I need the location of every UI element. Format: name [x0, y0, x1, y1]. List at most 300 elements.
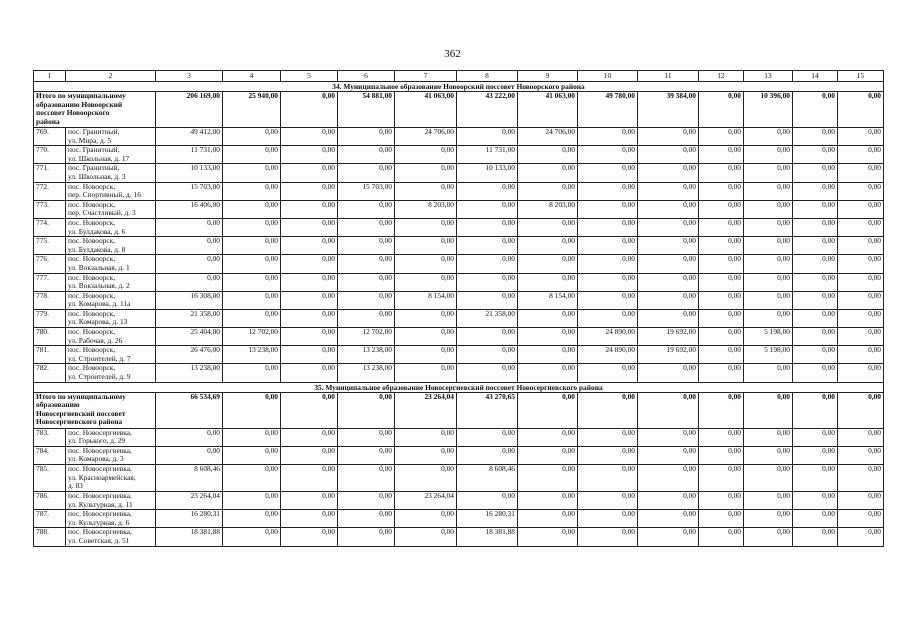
page-number: 362	[444, 48, 461, 60]
value-cell: 0,00	[338, 237, 395, 255]
value-cell: 0,00	[699, 200, 744, 218]
cell-text-line: Новосергиевского района	[36, 417, 123, 427]
value-cell: 0,00	[457, 200, 518, 218]
value-cell: 0,00	[156, 237, 223, 255]
value-cell: 0,00	[793, 291, 838, 309]
value-cell: 0,00	[395, 446, 457, 464]
value-cell: 0,00	[281, 273, 338, 291]
value-cell: 0,00	[744, 528, 793, 546]
value-cell: 0,00	[281, 237, 338, 255]
value-cell: 8 608,46	[457, 465, 518, 492]
value-cell: 8 154,00	[518, 291, 578, 309]
value-cell: 0,00	[838, 182, 884, 200]
cell-text-line: пос. Новосергиевка,	[68, 527, 132, 537]
header-cell: 1	[34, 71, 66, 82]
value-cell: 24 890,00	[578, 346, 638, 364]
total-value-cell: 0,00	[281, 392, 338, 428]
row-number: 781.	[34, 346, 66, 364]
value-cell: 16 308,00	[156, 291, 223, 309]
value-cell: 0,00	[578, 128, 638, 146]
cell-text-line: Новосергиевский поссовет	[36, 408, 126, 418]
row-number: 780.	[34, 328, 66, 346]
value-cell: 0,00	[838, 237, 884, 255]
value-cell: 0,00	[338, 510, 395, 528]
address-cell	[66, 428, 156, 446]
value-cell: 0,00	[223, 273, 281, 291]
row-number: 771.	[34, 164, 66, 182]
value-cell: 0,00	[793, 465, 838, 492]
value-cell: 0,00	[281, 328, 338, 346]
total-value-cell: 0,00	[281, 92, 338, 128]
value-cell: 0,00	[838, 492, 884, 510]
value-cell: 0,00	[638, 428, 699, 446]
value-cell: 0,00	[578, 218, 638, 236]
value-cell: 0,00	[793, 164, 838, 182]
value-cell: 0,00	[578, 291, 638, 309]
data-table	[33, 70, 884, 547]
cell-text-line: ул. Красноармейская,	[68, 472, 136, 482]
value-cell: 0,00	[638, 291, 699, 309]
row-number: 785.	[34, 465, 66, 492]
value-cell: 0,00	[578, 255, 638, 273]
section-title: 35. Муниципальное образование Новосергиевский поссовет Новосергиевского района	[34, 382, 884, 392]
value-cell: 0,00	[838, 273, 884, 291]
header-cell: 13	[744, 71, 793, 82]
value-cell: 0,00	[223, 446, 281, 464]
row-number: 784.	[34, 446, 66, 464]
value-cell: 5 198,00	[744, 346, 793, 364]
value-cell: 0,00	[395, 255, 457, 273]
table-row	[34, 128, 884, 146]
value-cell: 0,00	[838, 364, 884, 382]
value-cell: 0,00	[223, 528, 281, 546]
value-cell: 16 280,31	[156, 510, 223, 528]
value-cell: 15 703,00	[338, 182, 395, 200]
value-cell: 0,00	[793, 364, 838, 382]
value-cell: 0,00	[699, 273, 744, 291]
value-cell: 0,00	[744, 273, 793, 291]
value-cell: 0,00	[457, 364, 518, 382]
value-cell: 0,00	[281, 364, 338, 382]
value-cell: 8 154,00	[395, 291, 457, 309]
value-cell: 5 198,00	[744, 328, 793, 346]
value-cell: 0,00	[578, 164, 638, 182]
value-cell: 0,00	[395, 146, 457, 164]
value-cell: 13 238,00	[338, 346, 395, 364]
address-cell	[66, 291, 156, 309]
value-cell: 0,00	[223, 182, 281, 200]
header-cell: 7	[395, 71, 457, 82]
total-value-cell: 0,00	[699, 92, 744, 128]
value-cell: 0,00	[156, 218, 223, 236]
row-number: 782.	[34, 364, 66, 382]
header-cell: 12	[699, 71, 744, 82]
address-cell	[66, 182, 156, 200]
value-cell: 0,00	[338, 146, 395, 164]
value-cell: 15 703,00	[156, 182, 223, 200]
table-row	[34, 428, 884, 446]
value-cell: 0,00	[699, 218, 744, 236]
value-cell: 0,00	[395, 309, 457, 327]
value-cell: 0,00	[699, 492, 744, 510]
address-cell	[66, 528, 156, 546]
value-cell: 0,00	[518, 528, 578, 546]
cell-text-line: ул. Строителей, д. 7	[68, 353, 131, 363]
row-number: 772.	[34, 182, 66, 200]
value-cell: 19 692,00	[638, 328, 699, 346]
value-cell: 0,00	[223, 465, 281, 492]
value-cell: 0,00	[838, 528, 884, 546]
value-cell: 0,00	[699, 164, 744, 182]
value-cell: 0,00	[578, 146, 638, 164]
row-number: 788.	[34, 528, 66, 546]
value-cell: 0,00	[699, 128, 744, 146]
row-number: 774.	[34, 218, 66, 236]
value-cell: 0,00	[793, 328, 838, 346]
cell-text-line: ул. Культурная, д. 11	[68, 499, 133, 509]
value-cell: 0,00	[744, 164, 793, 182]
value-cell: 0,00	[699, 428, 744, 446]
value-cell: 21 358,00	[457, 309, 518, 327]
value-cell: 0,00	[744, 510, 793, 528]
value-cell: 0,00	[838, 465, 884, 492]
value-cell: 0,00	[638, 218, 699, 236]
total-value-cell: 23 264,04	[395, 392, 457, 428]
value-cell: 0,00	[457, 428, 518, 446]
header-cell: 4	[223, 71, 281, 82]
cell-text-line: пос. Гранитный,	[68, 163, 120, 173]
total-value-cell: 43 222,00	[457, 92, 518, 128]
value-cell: 21 358,00	[156, 309, 223, 327]
value-cell: 0,00	[699, 146, 744, 164]
value-cell: 0,00	[638, 492, 699, 510]
cell-text-line: поссовет Новоорского	[36, 108, 110, 118]
value-cell: 0,00	[744, 255, 793, 273]
table-row	[34, 146, 884, 164]
value-cell: 0,00	[578, 182, 638, 200]
value-cell: 0,00	[338, 128, 395, 146]
table-row	[34, 510, 884, 528]
value-cell: 0,00	[793, 146, 838, 164]
value-cell: 0,00	[744, 200, 793, 218]
value-cell: 0,00	[638, 200, 699, 218]
cell-text-line: пос. Новосергиевка,	[68, 428, 132, 437]
value-cell: 0,00	[223, 428, 281, 446]
header-cell: 9	[518, 71, 578, 82]
value-cell: 0,00	[395, 364, 457, 382]
value-cell: 0,00	[638, 510, 699, 528]
value-cell: 0,00	[699, 346, 744, 364]
value-cell: 49 412,00	[156, 128, 223, 146]
table-row	[34, 328, 884, 346]
cell-text-line: ул. Комарова, д. 3	[68, 454, 124, 464]
row-number: 783.	[34, 428, 66, 446]
value-cell: 0,00	[457, 255, 518, 273]
address-cell	[66, 218, 156, 236]
value-cell: 0,00	[744, 465, 793, 492]
value-cell: 16 280,31	[457, 510, 518, 528]
value-cell: 0,00	[838, 291, 884, 309]
value-cell: 0,00	[281, 465, 338, 492]
cell-text-line: ул. Строителей, д. 9	[68, 372, 131, 382]
value-cell: 8 203,00	[395, 200, 457, 218]
value-cell: 0,00	[838, 218, 884, 236]
row-number: 786.	[34, 492, 66, 510]
row-number: 773.	[34, 200, 66, 218]
table-body	[34, 71, 884, 547]
cell-text-line: пос. Новоорск,	[68, 363, 116, 373]
value-cell: 0,00	[338, 218, 395, 236]
value-cell: 0,00	[793, 255, 838, 273]
total-value-cell: 66 534,69	[156, 392, 223, 428]
value-cell: 0,00	[699, 309, 744, 327]
value-cell: 24 706,00	[518, 128, 578, 146]
value-cell: 18 381,88	[156, 528, 223, 546]
value-cell: 0,00	[838, 346, 884, 364]
value-cell: 0,00	[395, 510, 457, 528]
value-cell: 0,00	[838, 309, 884, 327]
value-cell: 0,00	[281, 309, 338, 327]
value-cell: 0,00	[395, 428, 457, 446]
value-cell: 0,00	[518, 146, 578, 164]
header-cell: 3	[156, 71, 223, 82]
table-row	[34, 255, 884, 273]
cell-text-line: Итого по муниципальному	[36, 91, 126, 100]
total-value-cell: 39 384,00	[638, 92, 699, 128]
value-cell: 0,00	[578, 273, 638, 291]
header-cell: 11	[638, 71, 699, 82]
value-cell: 0,00	[457, 128, 518, 146]
value-cell: 0,00	[223, 200, 281, 218]
cell-text-line: пер. Счастливый, д. 3	[68, 208, 136, 218]
value-cell: 0,00	[281, 146, 338, 164]
value-cell: 0,00	[744, 237, 793, 255]
value-cell: 0,00	[578, 510, 638, 528]
total-row	[34, 392, 884, 428]
value-cell: 0,00	[699, 237, 744, 255]
value-cell: 0,00	[744, 309, 793, 327]
value-cell: 0,00	[281, 218, 338, 236]
value-cell: 13 238,00	[338, 364, 395, 382]
total-value-cell: 25 940,00	[223, 92, 281, 128]
header-row	[34, 71, 884, 82]
value-cell: 0,00	[638, 164, 699, 182]
value-cell: 0,00	[395, 328, 457, 346]
value-cell: 8 608,46	[156, 465, 223, 492]
cell-text-line: пос. Новоорск,	[68, 254, 116, 264]
value-cell: 0,00	[518, 255, 578, 273]
total-label	[34, 392, 156, 428]
value-cell: 0,00	[281, 346, 338, 364]
table-row	[34, 465, 884, 492]
value-cell: 0,00	[793, 510, 838, 528]
total-value-cell: 0,00	[638, 392, 699, 428]
section-title-row	[34, 82, 884, 92]
cell-text-line: образованию	[36, 400, 80, 410]
value-cell: 0,00	[578, 465, 638, 492]
value-cell: 0,00	[338, 465, 395, 492]
value-cell: 0,00	[518, 465, 578, 492]
address-cell	[66, 200, 156, 218]
total-value-cell: 10 396,00	[744, 92, 793, 128]
value-cell: 0,00	[223, 218, 281, 236]
value-cell: 0,00	[699, 291, 744, 309]
value-cell: 0,00	[518, 273, 578, 291]
value-cell: 23 264,04	[395, 492, 457, 510]
value-cell: 0,00	[281, 428, 338, 446]
cell-text-line: ул. Рабочая, д. 26	[68, 335, 123, 345]
cell-text-line: пос. Новоорск,	[68, 291, 116, 300]
value-cell: 0,00	[223, 237, 281, 255]
value-cell: 0,00	[638, 273, 699, 291]
value-cell: 11 731,00	[457, 146, 518, 164]
cell-text-line: ул. Советская, д. 51	[68, 535, 130, 545]
total-label	[34, 92, 156, 128]
total-value-cell: 41 063,00	[395, 92, 457, 128]
value-cell: 0,00	[699, 446, 744, 464]
total-value-cell: 0,00	[838, 392, 884, 428]
value-cell: 0,00	[744, 364, 793, 382]
table-row	[34, 446, 884, 464]
value-cell: 10 133,00	[457, 164, 518, 182]
table-row	[34, 273, 884, 291]
value-cell: 0,00	[338, 309, 395, 327]
table-row	[34, 182, 884, 200]
value-cell: 0,00	[518, 510, 578, 528]
value-cell: 0,00	[838, 200, 884, 218]
value-cell: 0,00	[838, 446, 884, 464]
address-cell	[66, 364, 156, 382]
cell-text-line: пер. Спортивный, д. 16	[68, 190, 141, 200]
value-cell: 23 264,04	[156, 492, 223, 510]
header-cell: 2	[66, 71, 156, 82]
value-cell: 0,00	[338, 428, 395, 446]
value-cell: 0,00	[156, 428, 223, 446]
value-cell: 0,00	[281, 446, 338, 464]
address-cell	[66, 510, 156, 528]
value-cell: 0,00	[699, 182, 744, 200]
value-cell: 0,00	[744, 492, 793, 510]
value-cell: 0,00	[744, 146, 793, 164]
row-number: 787.	[34, 510, 66, 528]
value-cell: 0,00	[395, 218, 457, 236]
address-cell	[66, 273, 156, 291]
cell-text-line: д. 83	[68, 481, 83, 491]
value-cell: 13 238,00	[223, 346, 281, 364]
cell-text-line: пос. Новоорск,	[68, 182, 116, 191]
cell-text-line: ул. Школьная, д. 17	[68, 153, 130, 163]
total-value-cell: 0,00	[838, 92, 884, 128]
value-cell: 0,00	[338, 492, 395, 510]
cell-text-line: района	[36, 116, 60, 126]
value-cell: 0,00	[395, 528, 457, 546]
value-cell: 0,00	[638, 237, 699, 255]
value-cell: 0,00	[638, 146, 699, 164]
value-cell: 0,00	[793, 200, 838, 218]
table-row	[34, 200, 884, 218]
cell-text-line: пос. Новосергиевка,	[68, 446, 132, 455]
value-cell: 0,00	[395, 273, 457, 291]
value-cell: 0,00	[744, 291, 793, 309]
value-cell: 18 381,88	[457, 528, 518, 546]
cell-text-line: ул. Мира, д. 5	[68, 135, 112, 145]
table-row	[34, 364, 884, 382]
value-cell: 0,00	[578, 309, 638, 327]
value-cell: 12 702,00	[223, 328, 281, 346]
total-row	[34, 92, 884, 128]
value-cell: 0,00	[638, 364, 699, 382]
table-row	[34, 346, 884, 364]
value-cell: 0,00	[457, 446, 518, 464]
row-number: 779.	[34, 309, 66, 327]
cell-text-line: пос. Новосергиевка,	[68, 464, 132, 473]
value-cell: 0,00	[518, 309, 578, 327]
value-cell: 0,00	[838, 146, 884, 164]
value-cell: 24 890,00	[578, 328, 638, 346]
value-cell: 0,00	[638, 309, 699, 327]
address-cell	[66, 328, 156, 346]
value-cell: 0,00	[281, 128, 338, 146]
header-cell: 6	[338, 71, 395, 82]
section-title: 34. Муниципальное образование Новоорский поссовет Новоорского района	[34, 82, 884, 92]
cell-text-line: пос. Новоорск,	[68, 327, 116, 337]
value-cell: 25 404,00	[156, 328, 223, 346]
value-cell: 0,00	[457, 237, 518, 255]
value-cell: 0,00	[699, 510, 744, 528]
cell-text-line: ул. Вокзальная, д. 2	[68, 281, 130, 291]
header-cell: 14	[793, 71, 838, 82]
value-cell: 12 702,00	[338, 328, 395, 346]
value-cell: 0,00	[578, 492, 638, 510]
address-cell	[66, 146, 156, 164]
value-cell: 0,00	[281, 164, 338, 182]
value-cell: 0,00	[793, 237, 838, 255]
section-title-row	[34, 382, 884, 392]
value-cell: 0,00	[395, 164, 457, 182]
value-cell: 0,00	[578, 200, 638, 218]
value-cell: 0,00	[223, 492, 281, 510]
value-cell: 19 692,00	[638, 346, 699, 364]
cell-text-line: образованию Новоорский	[36, 99, 123, 109]
value-cell: 0,00	[395, 182, 457, 200]
total-value-cell: 0,00	[793, 392, 838, 428]
value-cell: 0,00	[518, 364, 578, 382]
address-cell	[66, 346, 156, 364]
value-cell: 0,00	[699, 328, 744, 346]
value-cell: 0,00	[793, 128, 838, 146]
total-value-cell: 0,00	[793, 92, 838, 128]
value-cell: 0,00	[793, 446, 838, 464]
value-cell: 0,00	[281, 200, 338, 218]
value-cell: 0,00	[744, 446, 793, 464]
value-cell: 0,00	[281, 291, 338, 309]
value-cell: 0,00	[457, 492, 518, 510]
value-cell: 0,00	[838, 510, 884, 528]
value-cell: 0,00	[638, 446, 699, 464]
address-cell	[66, 492, 156, 510]
header-cell: 8	[457, 71, 518, 82]
value-cell: 0,00	[395, 346, 457, 364]
value-cell: 0,00	[223, 255, 281, 273]
total-value-cell: 49 780,00	[578, 92, 638, 128]
row-number: 775.	[34, 237, 66, 255]
value-cell: 0,00	[281, 255, 338, 273]
total-value-cell: 0,00	[578, 392, 638, 428]
cell-text-line: пос. Новоорск,	[68, 200, 116, 209]
value-cell: 0,00	[156, 255, 223, 273]
table-row	[34, 291, 884, 309]
value-cell: 0,00	[338, 255, 395, 273]
